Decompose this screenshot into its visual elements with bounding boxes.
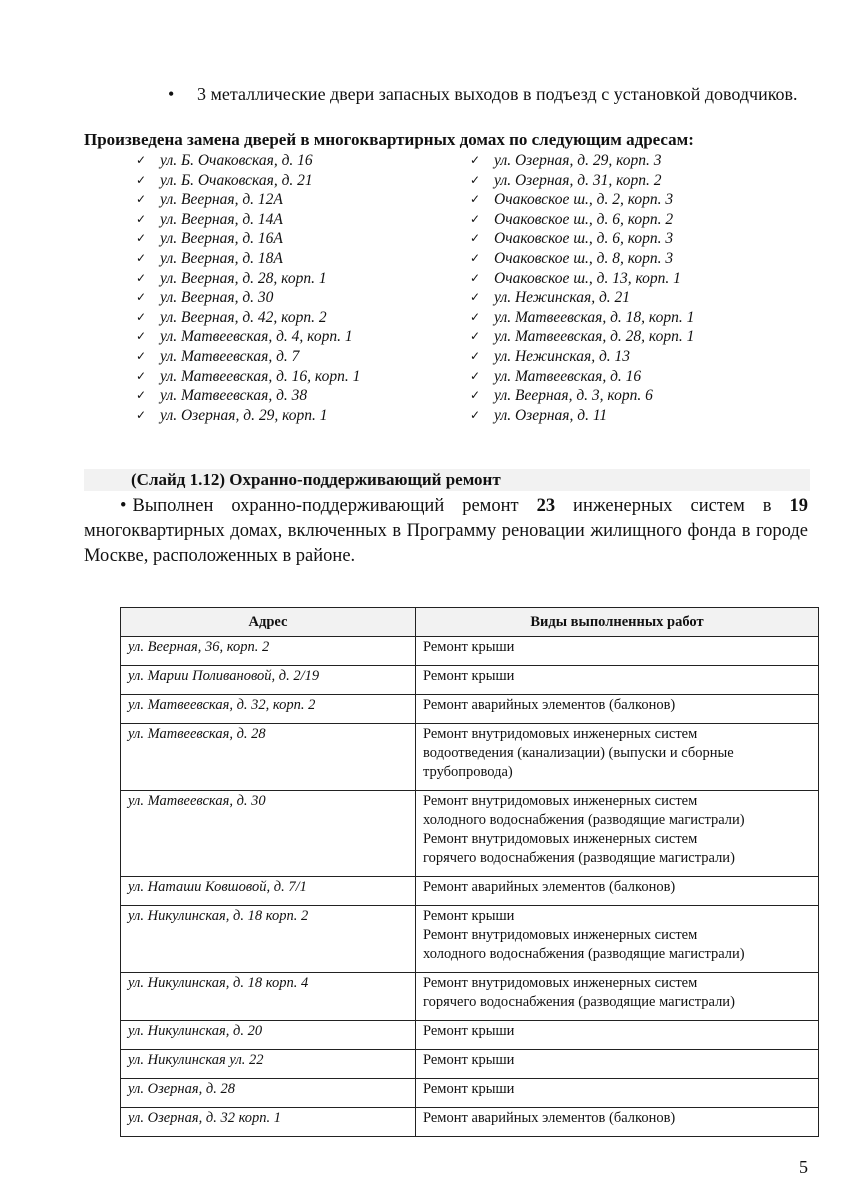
- address-list-item: ✓ ул. Веерная, д. 12А: [136, 190, 360, 210]
- header-works: Виды выполненных работ: [416, 608, 819, 637]
- address-list-item: ✓ ул. Б. Очаковская, д. 16: [136, 151, 360, 171]
- address-list-item: ✓ ул. Нежинская, д. 21: [470, 288, 694, 308]
- address-list-item: ✓ ул. Веерная, д. 16А: [136, 229, 360, 249]
- works-cell: [416, 724, 819, 791]
- repair-text-1: Выполнен охранно-поддерживающий ремонт: [132, 496, 519, 516]
- bullet-icon: •: [120, 496, 127, 516]
- work-line: Ремонт крыши: [423, 908, 515, 924]
- address-cell: ул. Матвеевская, д. 28: [121, 724, 416, 791]
- table-row: [121, 637, 819, 666]
- address-cell: ул. Веерная, 36, корп. 2: [121, 637, 416, 666]
- address-list-item: ✓ ул. Озерная, д. 29, корп. 1: [136, 406, 360, 426]
- address-list-item: ✓ ул. Матвеевская, д. 18, корп. 1: [470, 308, 694, 328]
- table-row: [121, 666, 819, 695]
- address-list-item: ✓ ул. Матвеевская, д. 38: [136, 386, 360, 406]
- address-list-item: ✓ ул. Веерная, д. 28, корп. 1: [136, 269, 360, 289]
- work-line: Ремонт внутридомовых инженерных систем: [423, 793, 698, 809]
- address-list-item: ✓ ул. Веерная, д. 42, корп. 2: [136, 308, 360, 328]
- address-list-item: ✓ ул. Веерная, д. 30: [136, 288, 360, 308]
- houses-count: 19: [789, 496, 808, 516]
- work-line: трубопровода): [423, 764, 513, 780]
- doors-heading: Произведена замена дверей в многоквартирных домах по следующим адресам:: [84, 130, 694, 149]
- works-cell: [416, 1079, 819, 1108]
- address-cell: ул. Матвеевская, д. 30: [121, 791, 416, 877]
- header-address: Адрес: [121, 608, 416, 637]
- table-row: [121, 791, 819, 877]
- systems-count: 23: [536, 496, 556, 516]
- address-list-item: ✓ Очаковское ш., д. 8, корп. 3: [470, 249, 694, 269]
- table-row: [121, 1108, 819, 1137]
- work-line: Ремонт внутридомовых инженерных систем: [423, 927, 698, 943]
- work-line: Ремонт крыши: [423, 1052, 515, 1068]
- works-cell: [416, 877, 819, 906]
- work-line: Ремонт аварийных элементов (балконов): [423, 697, 676, 713]
- table-row: [121, 724, 819, 791]
- works-cell: [416, 695, 819, 724]
- work-line: Ремонт крыши: [423, 1081, 515, 1097]
- table-row: [121, 1079, 819, 1108]
- address-cell: ул. Наташи Ковшовой, д. 7/1: [121, 877, 416, 906]
- page-number: 5: [799, 1157, 808, 1177]
- slide-heading: (Слайд 1.12) Охранно-поддерживающий ремонт: [131, 470, 501, 489]
- work-line: горячего водоснабжения (разводящие магистрали): [423, 850, 735, 866]
- works-cell: [416, 1108, 819, 1137]
- bullet-text: 3 металлические двери запасных выходов в подъезд с установкой доводчиков.: [197, 84, 798, 104]
- works-cell: [416, 666, 819, 695]
- address-list-item: ✓ ул. Матвеевская, д. 7: [136, 347, 360, 367]
- address-list-item: ✓ ул. Матвеевская, д. 16: [470, 367, 694, 387]
- works-cell: [416, 1021, 819, 1050]
- table-row: [121, 906, 819, 973]
- work-line: Ремонт внутридомовых инженерных систем: [423, 831, 698, 847]
- address-list-item: ✓ ул. Веерная, д. 18А: [136, 249, 360, 269]
- address-cell: ул. Марии Поливановой, д. 2/19: [121, 666, 416, 695]
- address-list-item: ✓ ул. Озерная, д. 31, корп. 2: [470, 171, 694, 191]
- address-list-item: ✓ ул. Веерная, д. 14А: [136, 210, 360, 230]
- address-cell: ул. Матвеевская, д. 32, корп. 2: [121, 695, 416, 724]
- address-list-item: ✓ Очаковское ш., д. 6, корп. 3: [470, 229, 694, 249]
- address-list-item: ✓ ул. Озерная, д. 29, корп. 3: [470, 151, 694, 171]
- works-cell: [416, 1050, 819, 1079]
- address-list-item: ✓ Очаковское ш., д. 2, корп. 3: [470, 190, 694, 210]
- table-body: [121, 637, 819, 1137]
- work-line: Ремонт аварийных элементов (балконов): [423, 1110, 676, 1126]
- work-line: Ремонт крыши: [423, 668, 515, 684]
- address-list-item: ✓ ул. Озерная, д. 11: [470, 406, 694, 426]
- work-line: Ремонт аварийных элементов (балконов): [423, 879, 676, 895]
- address-list-item: ✓ ул. Матвеевская, д. 4, корп. 1: [136, 327, 360, 347]
- table-row: [121, 973, 819, 1021]
- repair-text-3: многоквартирных домах, включенных в Программу реновации жилищного фонда в городе Москве, расположенных в районе.: [84, 521, 808, 566]
- address-list-item: ✓ ул. Матвеевская, д. 16, корп. 1: [136, 367, 360, 387]
- works-cell: [416, 906, 819, 973]
- address-cell: ул. Озерная, д. 32 корп. 1: [121, 1108, 416, 1137]
- address-cell: ул. Никулинская, д. 20: [121, 1021, 416, 1050]
- bullet-item-doors: [168, 84, 808, 105]
- address-cell: ул. Никулинская, д. 18 корп. 4: [121, 973, 416, 1021]
- work-line: Ремонт внутридомовых инженерных систем: [423, 975, 698, 991]
- work-line: Ремонт крыши: [423, 639, 515, 655]
- repair-works-table: [120, 607, 819, 1137]
- address-list-left: [136, 151, 360, 425]
- works-cell: [416, 973, 819, 1021]
- work-line: водоотведения (канализации) (выпуски и сборные: [423, 745, 734, 761]
- works-cell: [416, 791, 819, 877]
- table-row: [121, 1021, 819, 1050]
- table-row: [121, 695, 819, 724]
- address-list-item: ✓ ул. Нежинская, д. 13: [470, 347, 694, 367]
- address-list-item: ✓ ул. Веерная, д. 3, корп. 6: [470, 386, 694, 406]
- work-line: горячего водоснабжения (разводящие магистрали): [423, 994, 735, 1010]
- address-list-item: ✓ Очаковское ш., д. 6, корп. 2: [470, 210, 694, 230]
- bullet-icon: •: [168, 84, 175, 104]
- address-cell: ул. Озерная, д. 28: [121, 1079, 416, 1108]
- table-row: [121, 877, 819, 906]
- work-line: холодного водоснабжения (разводящие магистрали): [423, 812, 745, 828]
- address-cell: ул. Никулинская, д. 18 корп. 2: [121, 906, 416, 973]
- table-header-row: [121, 608, 819, 637]
- work-line: холодного водоснабжения (разводящие магистрали): [423, 946, 745, 962]
- works-cell: [416, 637, 819, 666]
- repair-paragraph: [84, 494, 808, 569]
- work-line: Ремонт крыши: [423, 1023, 515, 1039]
- address-list-right: [470, 151, 694, 425]
- work-line: Ремонт внутридомовых инженерных систем: [423, 726, 698, 742]
- repair-text-2: инженерных систем в: [573, 496, 772, 516]
- address-list-item: ✓ ул. Матвеевская, д. 28, корп. 1: [470, 327, 694, 347]
- address-cell: ул. Никулинская ул. 22: [121, 1050, 416, 1079]
- address-list-item: ✓ ул. Б. Очаковская, д. 21: [136, 171, 360, 191]
- table-row: [121, 1050, 819, 1079]
- address-list-item: ✓ Очаковское ш., д. 13, корп. 1: [470, 269, 694, 289]
